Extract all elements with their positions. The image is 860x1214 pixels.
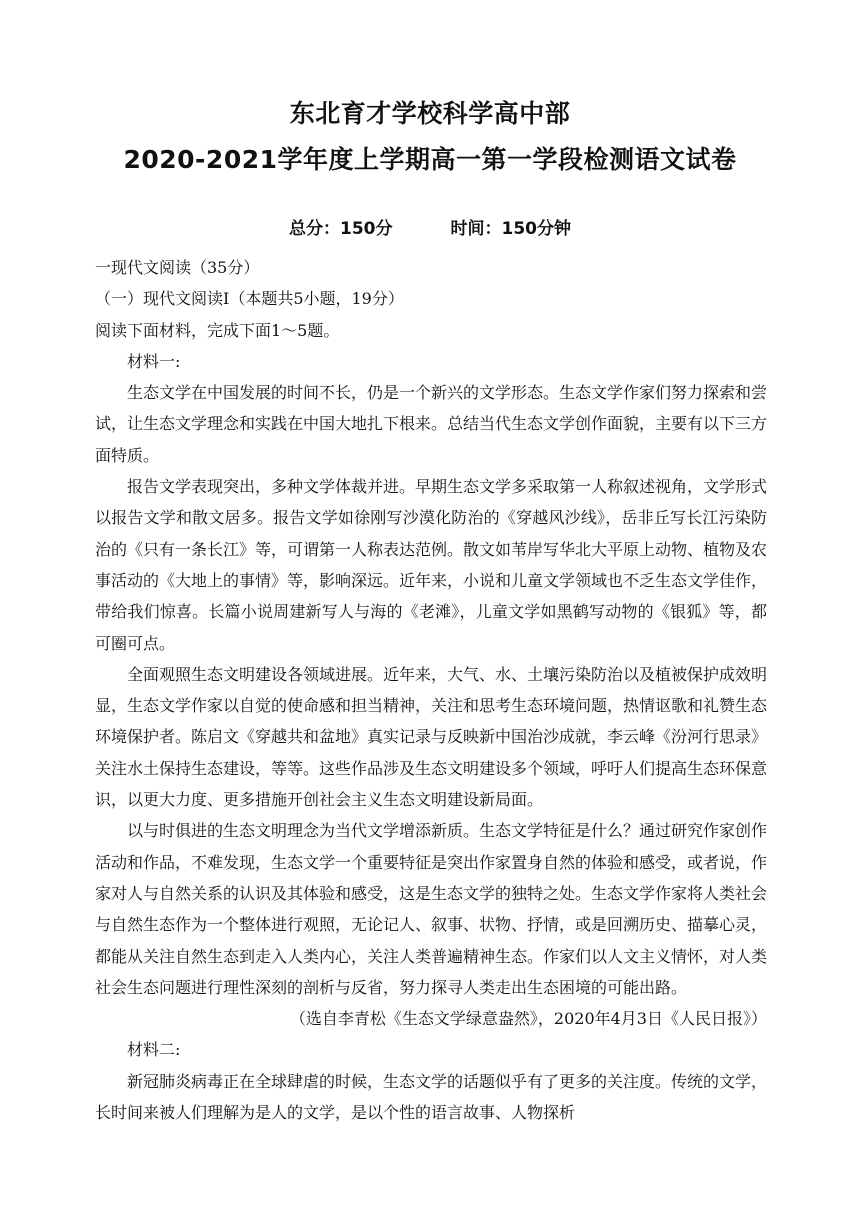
material2-paragraph-1: 新冠肺炎病毒正在全球肆虐的时候，生态文学的话题似乎有了更多的关注度。传统的文学，长时间来被人们理解为是人的文学，是以个性的语言故事、人物探析 <box>95 1071 768 1123</box>
material2-label: 材料二: <box>127 1040 181 1060</box>
section-heading: 一现代文阅读（35分） <box>95 258 260 277</box>
exam-title: 2020-2021学年度上学期高一第一学段检测语文试卷 <box>123 145 737 174</box>
exam-time: 时间：150分钟 <box>450 219 571 239</box>
material1-paragraph-4: 以与时俱进的生态文明理念为当代文学增添新质。生态文学特征是什么？通过研究作家创作活动和作品，不难发现，生态文学一个重要特征是突出作家置身自然的体验和感受，或者说，作家对人与自然关系的认识及其体验和感受，这是生态文学的独特之处。生态文学作家将人类社会与自然生态作为一个整体进行观照，无论记人、叙事、状物、抒情，或是回溯历史、描摹心灵，都能从关注自然生态到走入人类内心，关注人类普遍精神生态。作家们以人文主义情怀，对人类社会生态问题进行理性深刻的剖析与反省，努力探寻人类走出生态困境的可能出路。 <box>95 821 768 997</box>
exam-body <box>95 252 767 1128</box>
instruction: 阅读下面材料，完成下面1～5题。 <box>95 320 340 340</box>
material1-source: （选自李青松《生态文学绿意盎然》，2020年4月3日《人民日报》） <box>289 1009 767 1029</box>
material1-paragraph-2: 报告文学表现突出，多种文学体裁并进。早期生态文学多采取第一人称叙述视角，文学形式以报告文学和散文居多。报告文学如徐刚写沙漠化防治的《穿越风沙线》，岳非丘写长江污染防治的《只有一条长江》等，可谓第一人称表达范例。散文如苇岸写华北大平原上动物、植物及农事活动的《大地上的事情》等，影响深远。近年来，小说和儿童文学领域也不乏生态文学佳作，带给我们惊喜。长篇小说周建新写人与海的《老滩》，儿童文学如黑鹤写动物的《银狐》等，都可圈可点。 <box>95 477 768 653</box>
subsection-heading: （一）现代文阅读Ⅰ（本题共5小题，19分） <box>95 289 404 309</box>
total-score: 总分：150分 <box>289 219 393 239</box>
material1-paragraph-3: 全面观照生态文明建设各领域进展。近年来，大气、水、土壤污染防治以及植被保护成效明显，生态文学作家以自觉的使命感和担当精神，关注和思考生态环境问题，热情讴歌和礼赞生态环境保护者。陈启文《穿越共和盆地》真实记录与反映新中国治沙成就，李云峰《汾河行思录》关注水土保持生态建设，等等。这些作品涉及生态文明建设多个领域，呼吁人们提高生态环保意识，以更大力度、更多措施开创社会主义生态文明建设新局面。 <box>95 664 768 810</box>
exam-meta <box>0 214 860 239</box>
school-title: 东北育才学校科学高中部 <box>289 99 571 128</box>
material1-label: 材料一: <box>127 351 181 371</box>
material1-paragraph-1: 生态文学在中国发展的时间不长，仍是一个新兴的文学形态。生态文学作家们努力探索和尝试，让生态文学理念和实践在中国大地扎下根来。总结当代生态文学创作面貌，主要有以下三方面特质。 <box>95 383 768 465</box>
